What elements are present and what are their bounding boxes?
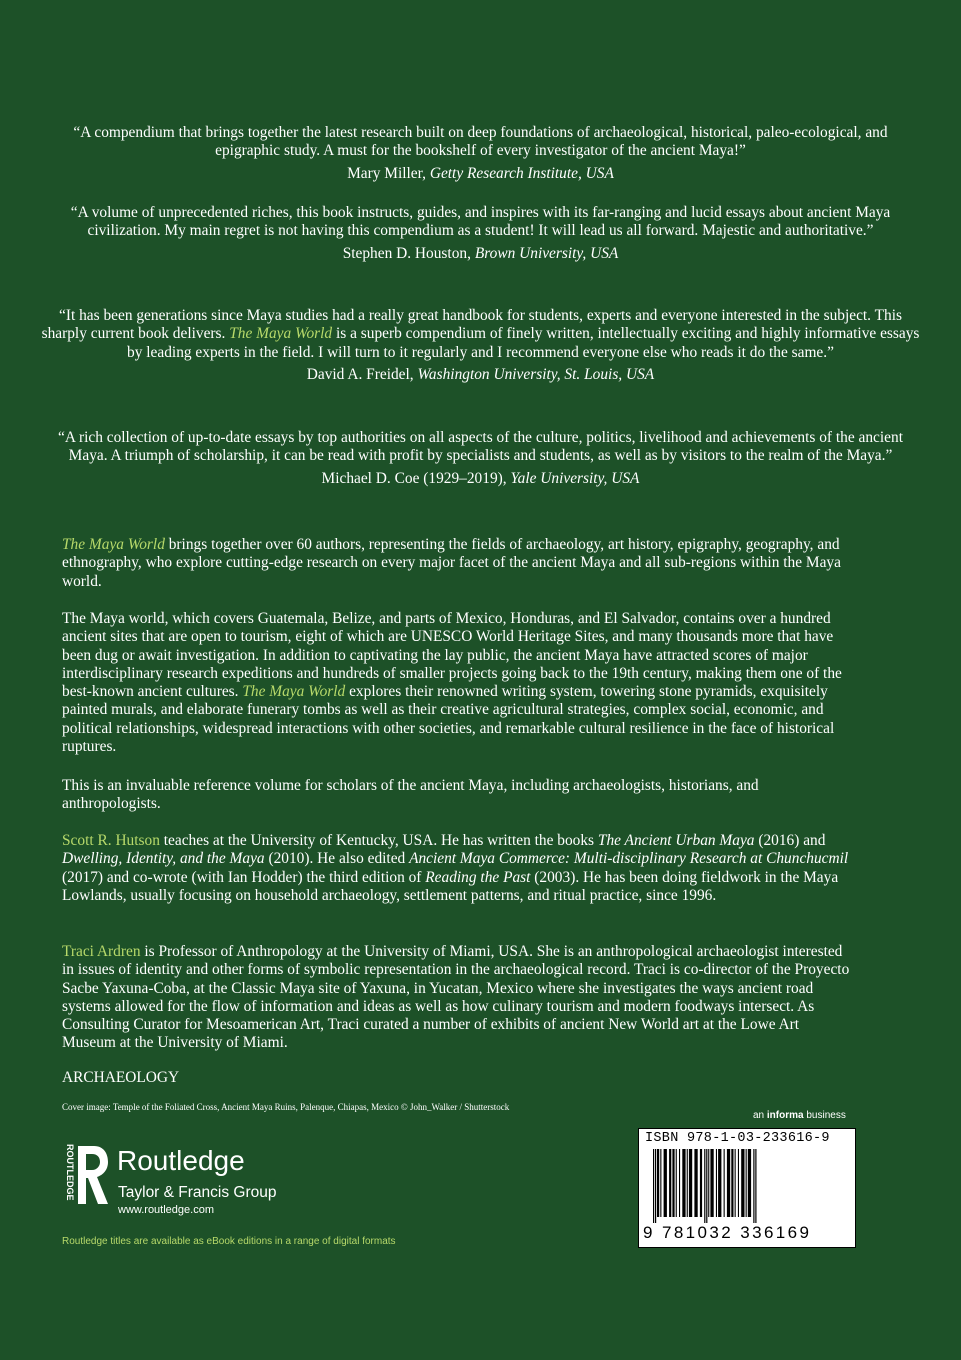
quote-text: “It has been generations since Maya studies had a really great handbook for students, experts and everyone interested in the subject. This sharply current book delivers. The Maya World is a superb compendium of finely written, intellectually exciting and highly informative essays by leading experts in the field. I will turn to it regularly and I recommend everyone else who reads it do the same.” [41,307,920,361]
quote-attribution: David A. Freidel, Washington University, St. Louis, USA [306,365,655,383]
quote-houston [40,204,921,263]
informa-tagline: an informa business [753,1110,846,1121]
description-body: The Maya world, which covers Guatemala, Belize, and parts of Mexico, Honduras, and El Salvador, contains over a hundred ancient sites that are open to tourism, eight of which are UNESCO World Heritage Sites, and many thousands more that have been dug or await investigation. In addition to captivating the lay public, the ancient Maya have attracted scores of major interdisciplinary research expeditions and hundreds of smaller projects going back to the 19th century, making them one of the best-known ancient cultures. The Maya World explores their renowned writing system, towering stone pyramids, exquisitely painted murals, and elaborate funerary tombs as well as their creative agricultural strategies, complex social, economic, and political relationships, widespread interactions with other societies, and remarkable cultural resilience in the face of historical ruptures. [62,610,842,756]
routledge-logo [60,1140,112,1215]
isbn-barcode [638,1128,856,1248]
quote-coe [40,429,921,488]
book-title: The Maya World [242,683,346,701]
quote-attribution: Stephen D. Houston, Brown University, USA [342,244,619,262]
description-intro: The Maya World brings together over 60 authors, representing the fields of archaeology, art history, epigraphy, geography, and ethnography, who explore cutting-edge research on every major facet of the ancient Maya and all sub-regions within the Maya world. [62,536,841,590]
author-bio-ardren: Traci Ardren is Professor of Anthropology at the University of Miami, USA. She is an anthropological archaeologist interested in issues of identity and other forms of symbolic representation in the archaeological record. Traci is co-director of the Proyecto Sacbe Yaxuna-Coba, at the Classic Maya site of Yaxuna, in Yucatan, Mexico where she investigates the ways ancient road systems allowed for the flow of information and ideas as well as how culinary tourism and modern foodways intersect. As Consulting Curator for Mesoamerican Art, Traci curated a number of exhibits of ancient New World art at the Lowe Art Museum at the University of Miami. [62,943,850,1052]
quote-text: “A volume of unprecedented riches, this book instructs, guides, and inspires with its far-ranging and lucid essays about ancient Maya civilization. My main regret is not having this compendium as a student! It will lead us all forward. Majestic and authoritative.” [70,204,891,240]
publisher-url[interactable]: www.routledge.com [118,1204,214,1216]
quote-text: “A compendium that brings together the latest research built on deep foundations of archaeological, historical, paleo-ecological, and epigraphic study. A must for the bookshelf of every investigator of the ancient Maya!” [73,124,888,160]
quote-miller [40,124,921,183]
author-bio-hutson: Scott R. Hutson teaches at the University of Kentucky, USA. He has written the books The Ancient Urban Maya (2016) and Dwelling, Identity, and the Maya (2010). He also edited Ancient Maya Commerce: Multi-disciplinary Research at Chunchucmil (2017) and co-wrote (with Ian Hodder) the third edition of Reading the Past (2003). He has been doing fieldwork in the Maya Lowlands, usually focusing on household archaeology, settlement patterns, and ritual practice, since 1996. [62,832,849,904]
barcode-digits: 9 781032 336169 [643,1223,812,1242]
quote-text: “A rich collection of up-to-date essays by top authorities on all aspects of the culture, politics, livelihood and achievements of the ancient Maya. A triumph of scholarship, it can be read with profit by specialists and students, as well as by visitors to the realm of the Maya.” [58,429,903,465]
isbn-label: ISBN 978-1-03-233616-9 [645,1131,830,1146]
publisher-name: Routledge [117,1145,245,1176]
quote-freidel [40,307,921,384]
author-name: Traci Ardren [62,943,141,960]
book-title: The Maya World [62,536,165,553]
barcode-bars [651,1149,843,1223]
book-title: The Maya World [229,325,333,343]
subject-category: ARCHAEOLOGY [62,1069,180,1086]
author-name: Scott R. Hutson [62,832,160,849]
quote-attribution: Michael D. Coe (1929–2019), Yale University, USA [321,469,640,487]
publisher-group: Taylor & Francis Group [118,1184,277,1201]
logo-vertical-text: ROUTLEDGE [65,1144,75,1201]
description-audience: This is an invaluable reference volume for scholars of the ancient Maya, including archaeologists, historians, and anthropologists. [62,777,759,813]
cover-credit: Cover image: Temple of the Foliated Cross, Ancient Maya Ruins, Palenque, Chiapas, Mexico © John_Walker / Shutterstock [62,1102,510,1112]
quote-attribution: Mary Miller, Getty Research Institute, USA [347,164,614,182]
ebook-note: Routledge titles are available as eBook editions in a range of digital formats [62,1236,396,1247]
